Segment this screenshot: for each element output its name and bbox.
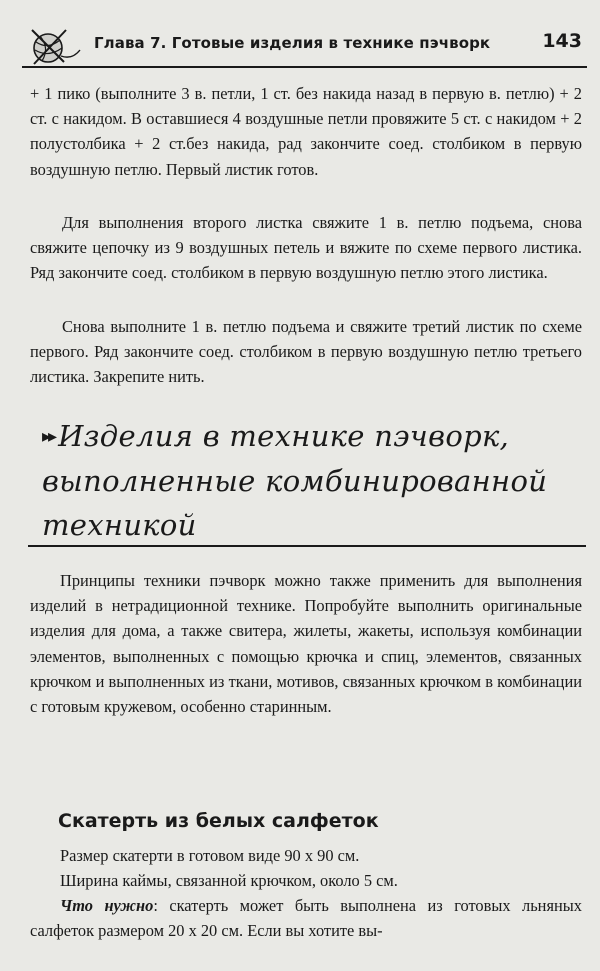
section-heading (42, 414, 582, 547)
paragraph-6: Ширина каймы, связанной крючком, около 5 см. (60, 871, 398, 890)
what-needed-text: : скатерть может быть выполнена из готовых льняных салфеток размером 20 х 20 см. Если вы хотите вы- (30, 896, 582, 941)
paragraph-2: Для выполнения второго листка свяжите 1 в. петлю подъема, снова свяжите цепочку из 9 воздушных петель и вяжите по схеме первого листика. Ряд закончите соед. столбиком в первую воздушную петлю этого листика. (30, 213, 582, 283)
paragraph-4: Принципы техники пэчворк можно также применить для выполнения изделий в нетрадиционной технике. Попробуйте выполнить оригинальные изделия для дома, а также свитера, жилеты, жакеты, используя комбинации элементов, выполненных с помощью крючка и спиц, элементов, связанных крючком и выполненных из ткани, мотивов, связанных крючком в комбинации с готовым кружевом, особенно старинным. (30, 571, 582, 717)
paragraph-7 (30, 893, 582, 943)
subheading: Скатерть из белых салфеток (58, 810, 379, 832)
chapter-title: Глава 7. Готовые изделия в технике пэчворк (94, 34, 491, 52)
section-heading-text: Изделия в технике пэчворк, выполненные комбинированной техникой (42, 419, 548, 542)
paragraph-5: Размер скатерти в готовом виде 90 х 90 см. (60, 846, 360, 865)
page-number: 143 (542, 30, 582, 52)
double-arrow-icon: ▸▸ (42, 426, 55, 447)
header-divider (22, 66, 587, 68)
what-needed-label: Что нужно (60, 896, 154, 915)
running-header (22, 26, 590, 66)
paragraph-1: + 1 пико (выполните 3 в. петли, 1 ст. без накида назад в первую в. петлю) + 2 ст. с накидом. В оставшиеся 4 воздушные петли провяжите 5 ст. с накидом + 2 полустолбика + 2 ст.без накида, рад закончите соед. столбиком в первую воздушную петлю. Первый листик готов. (30, 84, 582, 179)
yarn-ball-icon (28, 26, 82, 66)
section-divider (28, 545, 586, 547)
paragraph-3: Снова выполните 1 в. петлю подъема и свяжите третий листик по схеме первого. Ряд закончите соед. столбиком в первую воздушную петлю третьего листика. Закрепите нить. (30, 317, 582, 387)
